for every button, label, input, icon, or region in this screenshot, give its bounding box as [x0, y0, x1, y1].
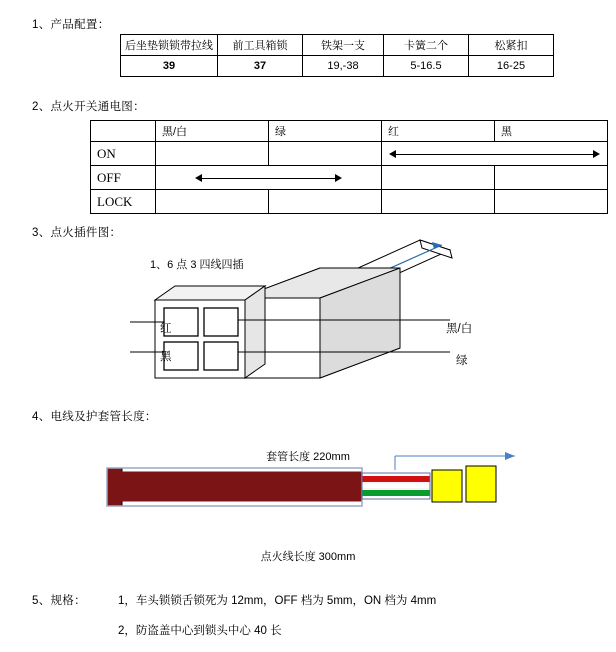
table-cell [382, 166, 495, 190]
table-cell [495, 190, 608, 214]
table-row [91, 121, 608, 142]
ignition-switch-table [90, 120, 608, 214]
table-cell: 红 [382, 121, 495, 142]
section-2-title: 2、点火开关通电图： [32, 101, 145, 113]
table-cell [269, 142, 382, 166]
table-row [91, 190, 608, 214]
arrow-off [162, 173, 375, 183]
table-row [91, 166, 608, 190]
table-cell: 39 [121, 56, 218, 77]
table-cell: 19,-38 [303, 56, 384, 77]
table-cell: 黑/白 [156, 121, 269, 142]
section-5-title: 5、规格： [32, 595, 86, 607]
table-cell: 绿 [269, 121, 382, 142]
table-cell [156, 190, 269, 214]
row-label-lock: LOCK [91, 190, 156, 214]
table-cell: 黑 [495, 121, 608, 142]
table-cell: 5-16.5 [384, 56, 469, 77]
section-3-title: 3、点火插件图： [32, 227, 122, 239]
table-cell: 卡簧二个 [384, 35, 469, 56]
table-row [91, 142, 608, 166]
connector-figure-caption: 1、6 点 3 四线四插 [150, 259, 244, 271]
connector-diagram-svg [120, 228, 520, 398]
table-cell: 16-25 [469, 56, 554, 77]
wire-diagram-svg [95, 440, 525, 530]
spec-line-1: 1，车头锁锁舌锁死为 12mm，OFF 档为 5mm，ON 档为 4mm [118, 595, 437, 607]
product-config-table [120, 34, 554, 77]
wire-length-figure [95, 440, 525, 560]
label-black: 黑 [160, 351, 172, 363]
section-4-title: 4、电线及护套管长度： [32, 411, 157, 423]
row-label-off: OFF [91, 166, 156, 190]
ignition-wire-length-caption: 点火线长度 300mm [260, 551, 356, 563]
table-row [121, 56, 554, 77]
table-cell-arrow-on [382, 142, 608, 166]
arrow-on [388, 149, 601, 159]
label-red: 红 [160, 323, 172, 335]
table-cell: 后坐垫锁锁带拉线 [121, 35, 218, 56]
label-green: 绿 [456, 355, 468, 367]
sleeve-length-caption: 套管长度 220mm [266, 451, 350, 463]
table-cell: 前工具箱锁 [218, 35, 303, 56]
table-cell [382, 190, 495, 214]
table-cell [269, 190, 382, 214]
row-label-on: ON [91, 142, 156, 166]
table-cell: 37 [218, 56, 303, 77]
label-black-white: 黑/白 [446, 323, 473, 335]
table-cell: 松紧扣 [469, 35, 554, 56]
section-1-title: 1、产品配置： [32, 19, 110, 31]
table-cell: 铁架一支 [303, 35, 384, 56]
table-cell [156, 142, 269, 166]
table-cell-arrow-off [156, 166, 382, 190]
table-cell [495, 166, 608, 190]
table-row [121, 35, 554, 56]
table-cell [91, 121, 156, 142]
ignition-connector-figure [120, 228, 520, 398]
spec-line-2: 2，防盗盖中心到锁头中心 40 长 [118, 625, 282, 637]
